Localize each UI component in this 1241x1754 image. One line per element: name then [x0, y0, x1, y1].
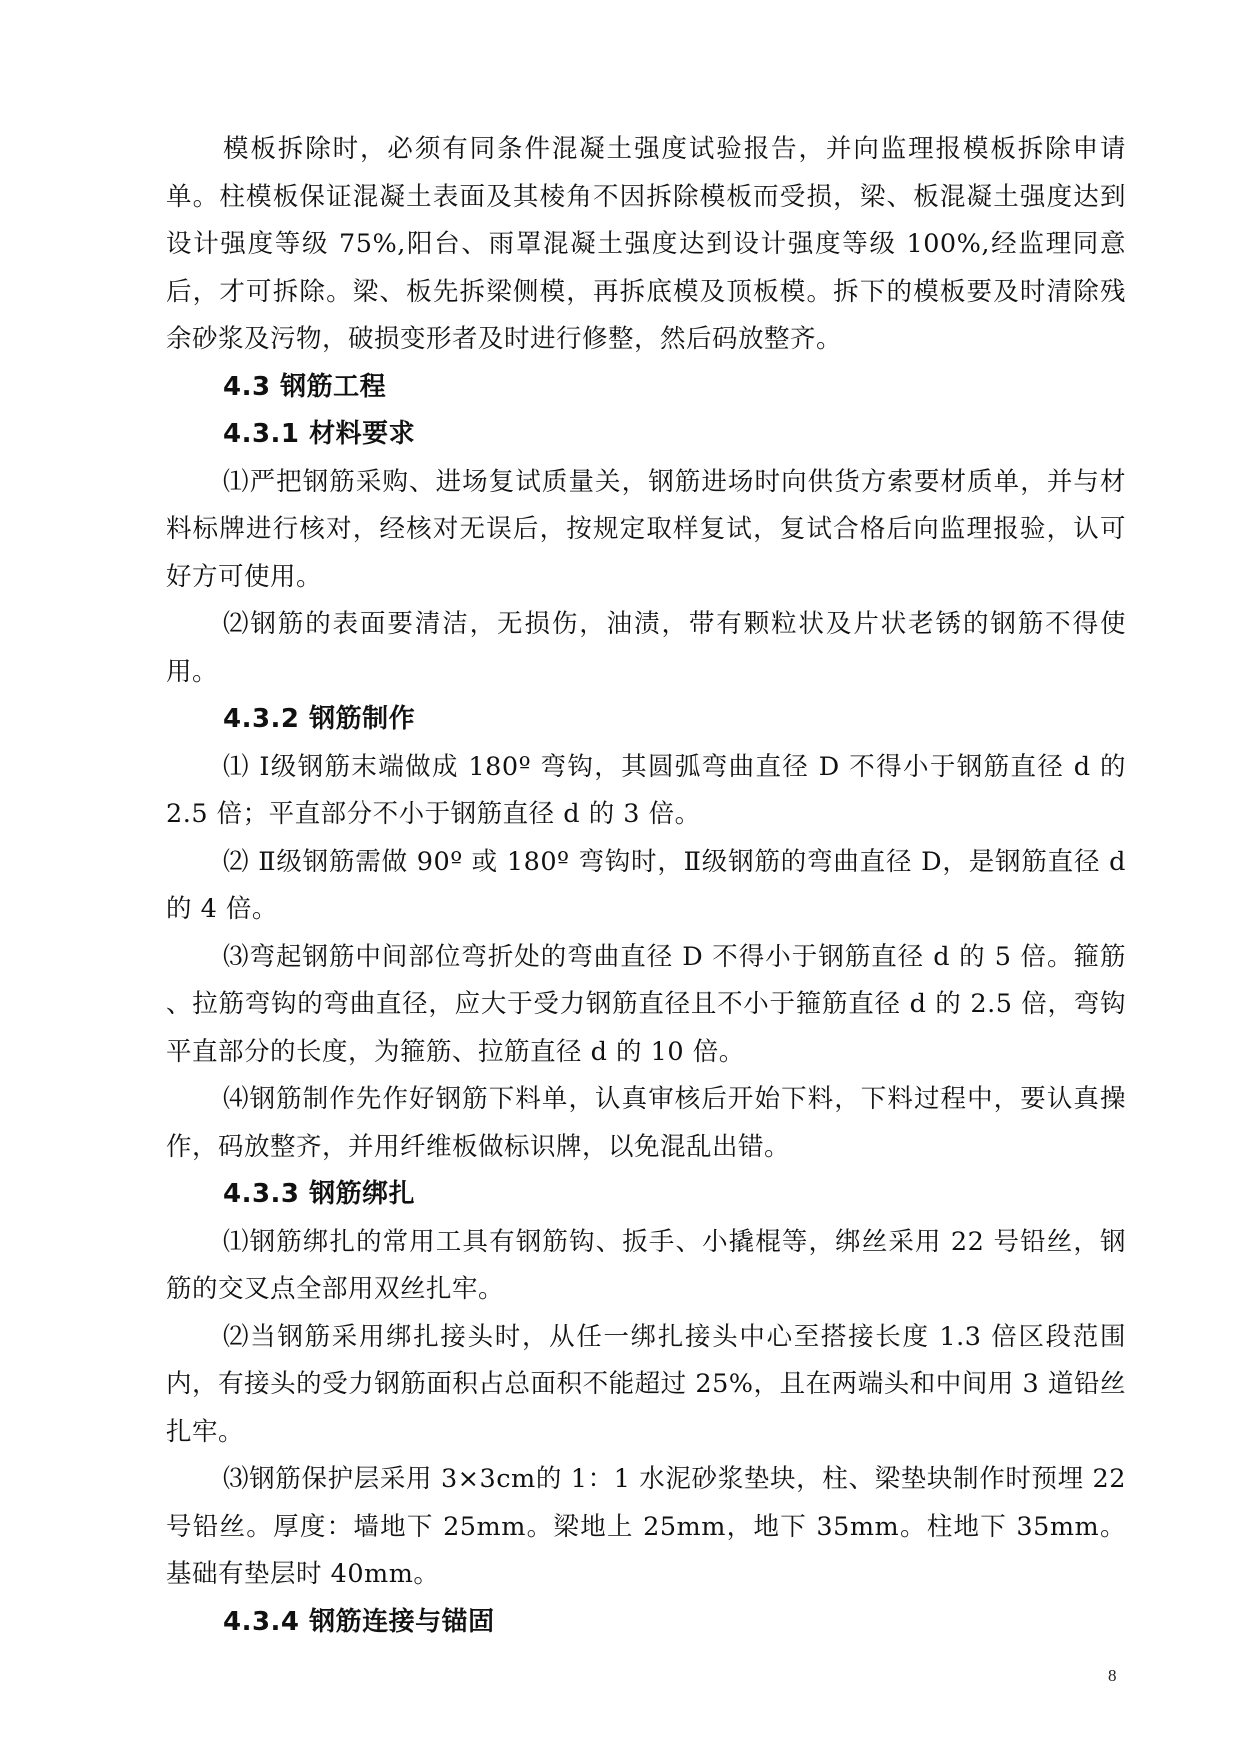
- paragraph-fabrication-2: ⑵ Ⅱ级钢筋需做 90º 或 180º 弯钩时，Ⅱ级钢筋的弯曲直径 D，是钢筋直径 d 的 4 倍。: [166, 846, 1126, 924]
- heading-4-3-4: 4.3.4 钢筋连接与锚固: [223, 1606, 495, 1637]
- paragraph-fabrication-3: ⑶弯起钢筋中间部位弯折处的弯曲直径 D 不得小于钢筋直径 d 的 5 倍。箍筋 、拉筋弯钩的弯曲直径，应大于受力钢筋直径且不小于箍筋直径 d 的 2.5 倍，弯钩平直部分的长度，为箍筋、拉筋直径 d 的 10 倍。: [166, 941, 1126, 1067]
- document-body: [166, 126, 1126, 1646]
- heading-4-3: 4.3 钢筋工程: [223, 371, 387, 402]
- heading-4-3-1: 4.3.1 材料要求: [223, 419, 416, 449]
- page-number: 8: [1108, 1666, 1117, 1685]
- paragraph-binding-2: ⑵当钢筋采用绑扎接头时，从任一绑扎接头中心至搭接长度 1.3 倍区段范围内，有接头的受力钢筋面积占总面积不能超过 25%，且在两端头和中间用 3 道铅丝扎牢。: [166, 1321, 1126, 1447]
- heading-4-3-2: 4.3.2 钢筋制作: [223, 704, 416, 734]
- paragraph-binding-3: ⑶钢筋保护层采用 3×3cm的 1：1 水泥砂浆垫块，柱、梁垫块制作时预埋 22 号铅丝。厚度：墙地下 25mm。梁地上 25mm，地下 35mm。柱地下 35mm。基础有垫层时 40mm。: [166, 1464, 1126, 1589]
- paragraph-formwork-removal: 模板拆除时，必须有同条件混凝土强度试验报告，并向监理报模板拆除申请单。柱模板保证混凝土表面及其棱角不因拆除模板而受损，梁、板混凝土强度达到设计强度等级 75%,阳台、雨罩混凝土强度达到设计强度等级 100%,经监理同意后，才可拆除。梁、板先拆梁侧模，再拆底模及顶板模。拆下的模板要及时清除残余砂浆及污物，破损变形者及时进行修整，然后码放整齐。: [166, 134, 1126, 354]
- paragraph-material-1: ⑴严把钢筋采购、进场复试质量关，钢筋进场时向供货方索要材质单，并与材料标牌进行核对，经核对无误后，按规定取样复试，复试合格后向监理报验，认可好方可使用。: [166, 466, 1126, 592]
- heading-4-3-3: 4.3.3 钢筋绑扎: [223, 1179, 416, 1209]
- paragraph-material-2: ⑵钢筋的表面要清洁，无损伤，油渍，带有颗粒状及片状老锈的钢筋不得使用。: [166, 609, 1126, 687]
- paragraph-fabrication-4: ⑷钢筋制作先作好钢筋下料单，认真审核后开始下料，下料过程中，要认真操作，码放整齐，并用纤维板做标识牌，以免混乱出错。: [166, 1084, 1126, 1162]
- paragraph-binding-1: ⑴钢筋绑扎的常用工具有钢筋钩、扳手、小撬棍等，绑丝采用 22 号铅丝，钢筋的交叉点全部用双丝扎牢。: [166, 1226, 1126, 1304]
- paragraph-fabrication-1: ⑴ Ⅰ级钢筋末端做成 180º 弯钩，其圆弧弯曲直径 D 不得小于钢筋直径 d 的 2.5 倍；平直部分不小于钢筋直径 d 的 3 倍。: [166, 751, 1126, 829]
